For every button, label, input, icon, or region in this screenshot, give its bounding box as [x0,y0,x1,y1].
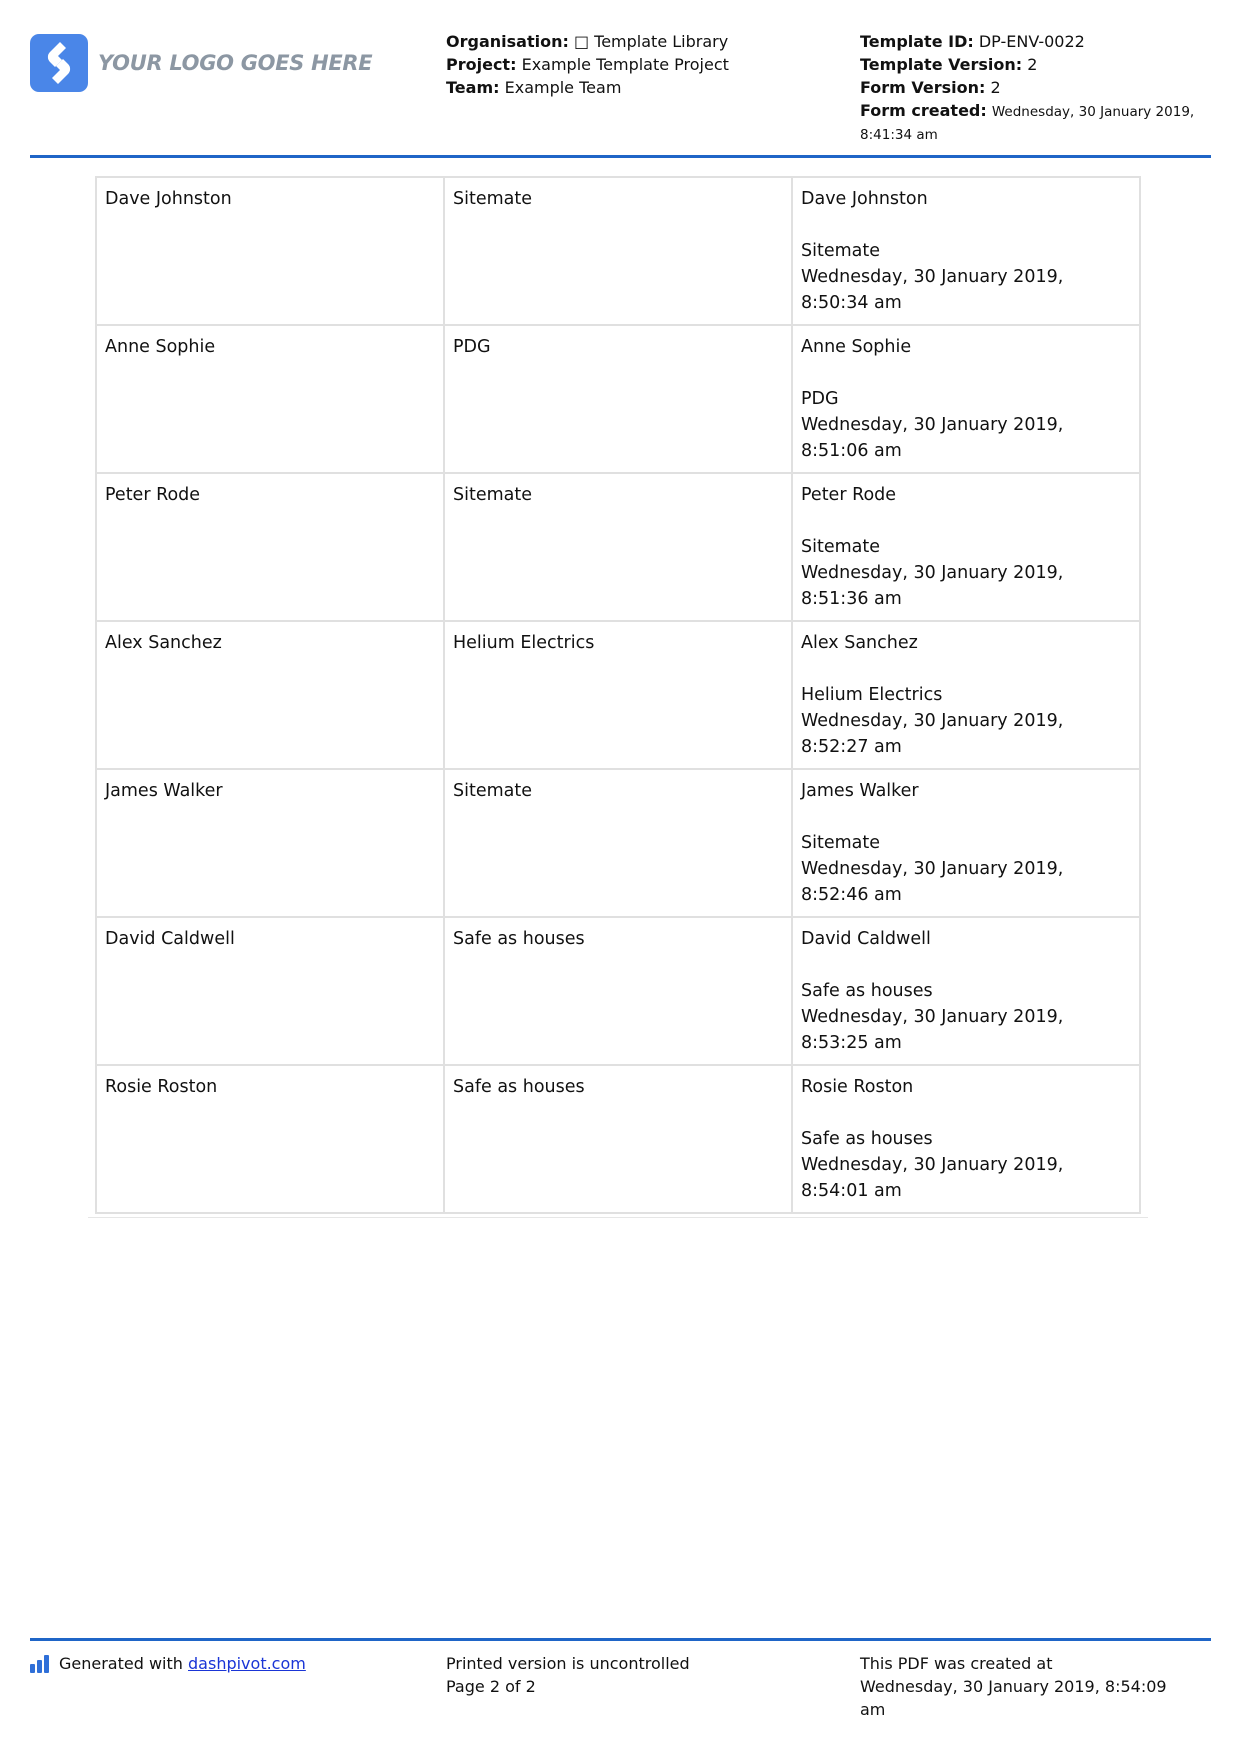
logo-mark-icon [30,34,88,92]
signature-time: 8:50:34 am [801,293,902,313]
signature-name: Peter Rode [801,485,897,505]
signature-company: Helium Electrics [801,685,943,705]
logo-text: YOUR LOGO GOES HERE [98,51,373,75]
signature-spacer [801,212,1131,238]
signature-company: PDG [801,389,839,409]
organisation-info [446,30,729,99]
team-value: Example Team [504,78,622,97]
template-version-label: Template Version: [860,55,1023,74]
attendee-name-cell [97,1066,443,1212]
signature-cell [793,622,1139,768]
table-row [97,622,1139,768]
signature-cell [793,770,1139,916]
pdf-created-line-1: This PDF was created at [860,1654,1053,1673]
company-logo [30,34,372,92]
form-version-label: Form Version: [860,78,986,97]
form-version-value: 2 [990,78,1001,97]
signature-name: Rosie Roston [801,1077,914,1097]
form-created-label: Form created: [860,101,987,120]
signature-cell [793,918,1139,1064]
signature-company: Sitemate [801,537,880,557]
signature-time: 8:51:06 am [801,441,902,461]
attendee-company-cell [445,918,791,1064]
attendee-name: David Caldwell [105,929,235,949]
attendee-name-cell [97,918,443,1064]
signature-date: Wednesday, 30 January 2019, [801,711,1064,731]
attendee-name-cell [97,326,443,472]
pdf-created-info [860,1652,1200,1721]
signature-time: 8:51:36 am [801,589,902,609]
signature-cell [793,474,1139,620]
signature-company: Safe as houses [801,981,933,1001]
project-value: Example Template Project [521,55,729,74]
signature-name: Anne Sophie [801,337,912,357]
template-id-label: Template ID: [860,32,974,51]
attendee-name-cell [97,770,443,916]
signature-date: Wednesday, 30 January 2019, [801,1007,1064,1027]
signature-time: 8:52:27 am [801,737,902,757]
signature-spacer [801,360,1131,386]
signature-time: 8:53:25 am [801,1033,902,1053]
template-id-value: DP-ENV-0022 [978,32,1085,51]
attendee-company: Safe as houses [453,929,585,949]
dashpivot-icon [30,1655,51,1673]
signature-time: 8:52:46 am [801,885,902,905]
attendee-name: Peter Rode [105,485,201,505]
attendee-name: Rosie Roston [105,1077,218,1097]
attendee-company-cell [445,474,791,620]
attendance-table [95,176,1141,1214]
template-info [860,30,1220,147]
signature-cell [793,1066,1139,1212]
attendee-company-cell [445,770,791,916]
signature-spacer [801,656,1131,682]
signature-spacer [801,508,1131,534]
pdf-created-line-3: am [860,1700,886,1719]
page-number: Page 2 of 2 [446,1677,536,1696]
signature-name: David Caldwell [801,929,931,949]
project-label: Project: [446,55,517,74]
attendee-name-cell [97,474,443,620]
table-row [97,178,1139,324]
attendee-name: Anne Sophie [105,337,216,357]
signature-name: James Walker [801,781,919,801]
signature-company: Safe as houses [801,1129,933,1149]
form-created-date: Wednesday, 30 January 2019, [991,104,1195,120]
attendee-name: Alex Sanchez [105,633,222,653]
generated-with [30,1652,306,1675]
attendee-company: Sitemate [453,189,532,209]
attendee-company: PDG [453,337,491,357]
attendee-company-cell [445,326,791,472]
signature-date: Wednesday, 30 January 2019, [801,859,1064,879]
signature-name: Dave Johnston [801,189,928,209]
organisation-value: □ Template Library [573,32,729,51]
generated-text: Generated with [59,1654,183,1673]
table-row [97,1066,1139,1212]
table-row [97,918,1139,1064]
organisation-label: Organisation: [446,32,569,51]
header-divider [30,155,1211,158]
attendee-name: Dave Johnston [105,189,232,209]
signature-cell [793,326,1139,472]
signature-name: Alex Sanchez [801,633,918,653]
signature-date: Wednesday, 30 January 2019, [801,267,1064,287]
template-version-value: 2 [1027,55,1038,74]
uncontrolled-notice: Printed version is uncontrolled [446,1654,690,1673]
print-notice [446,1652,690,1698]
signature-cell [793,178,1139,324]
section-end-divider [88,1217,1148,1218]
signature-date: Wednesday, 30 January 2019, [801,563,1064,583]
signature-date: Wednesday, 30 January 2019, [801,415,1064,435]
attendee-company: Helium Electrics [453,633,595,653]
signature-company: Sitemate [801,833,880,853]
table-row [97,474,1139,620]
page-header [30,28,1210,158]
attendee-company-cell [445,622,791,768]
signature-spacer [801,952,1131,978]
pdf-created-line-2: Wednesday, 30 January 2019, 8:54:09 [860,1677,1167,1696]
attendee-company: Sitemate [453,485,532,505]
team-label: Team: [446,78,500,97]
attendee-name-cell [97,178,443,324]
attendee-name-cell [97,622,443,768]
signature-date: Wednesday, 30 January 2019, [801,1155,1064,1175]
attendee-company: Sitemate [453,781,532,801]
attendee-company-cell [445,1066,791,1212]
signature-company: Sitemate [801,241,880,261]
signature-time: 8:54:01 am [801,1181,902,1201]
table-row [97,326,1139,472]
signature-spacer [801,804,1131,830]
table-row [97,770,1139,916]
form-created-time: 8:41:34 am [860,127,938,143]
footer-divider [30,1638,1211,1641]
attendee-company: Safe as houses [453,1077,585,1097]
dashpivot-link[interactable]: dashpivot.com [188,1654,306,1673]
attendee-name: James Walker [105,781,223,801]
signature-spacer [801,1100,1131,1126]
attendee-company-cell [445,178,791,324]
